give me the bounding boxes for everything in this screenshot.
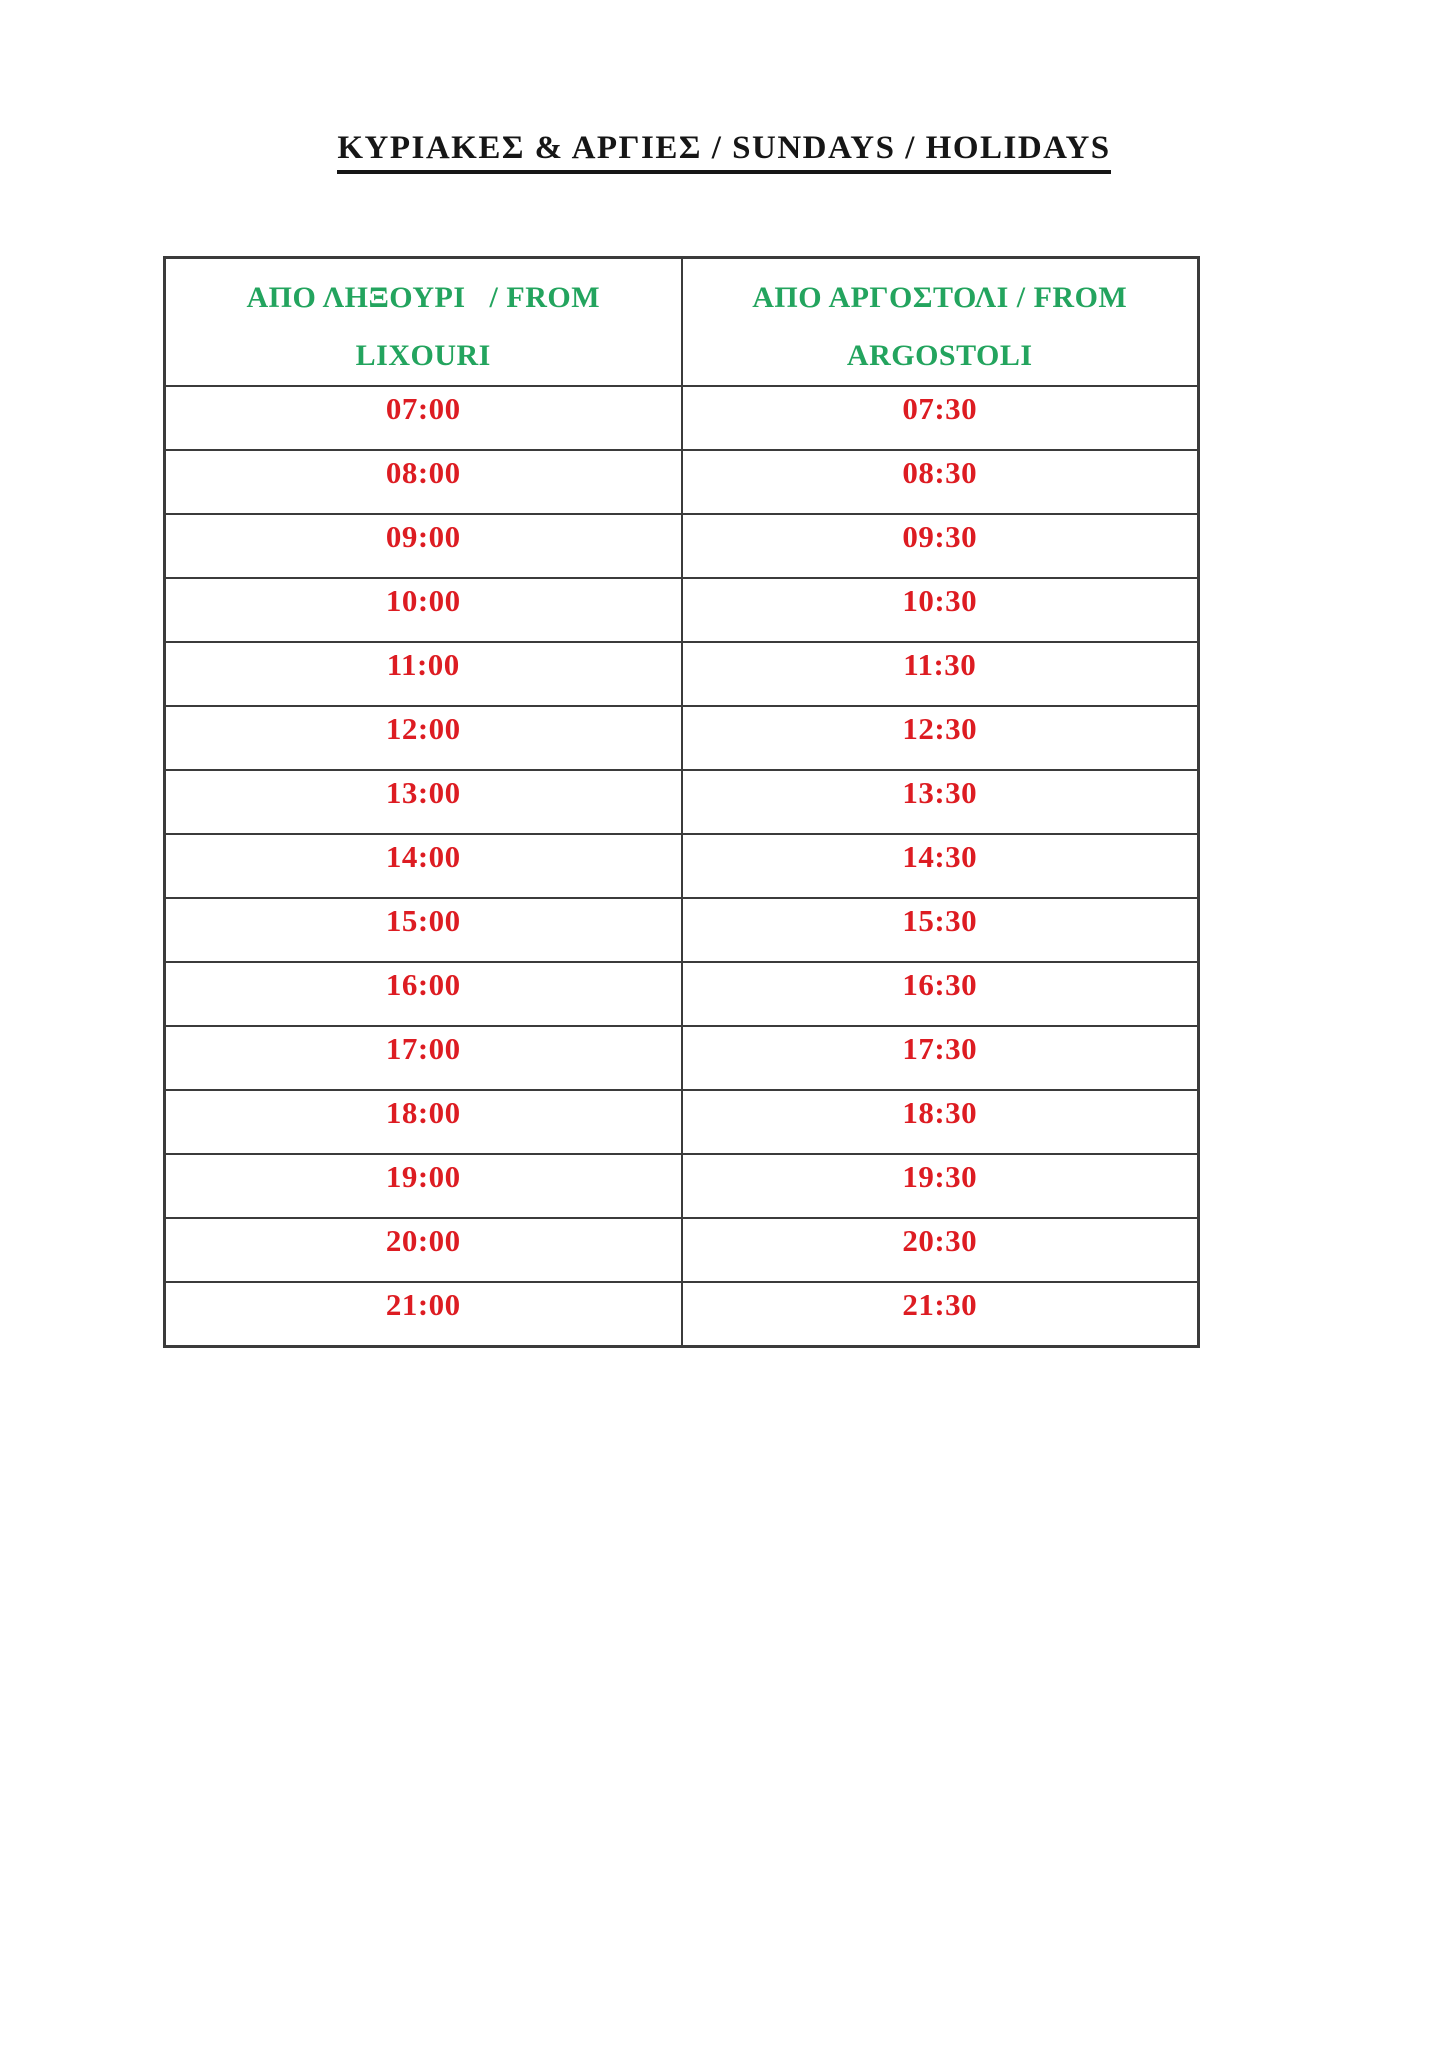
timetable-body	[165, 386, 1199, 1346]
column-header-from-lixouri-greek: ΑΠΟ ΛΗΞΟΥΡΙ / FROM	[246, 281, 601, 314]
departure-time-lixouri: 16:00	[165, 962, 682, 1026]
departure-time-lixouri: 12:00	[165, 706, 682, 770]
table-row	[165, 1154, 1199, 1218]
column-header-from-argostoli	[682, 258, 1199, 387]
header-row	[165, 258, 1199, 387]
column-header-from-argostoli-greek: ΑΠΟ ΑΡΓΟΣΤΟΛΙ / FROM	[752, 281, 1128, 314]
table-row	[165, 514, 1199, 578]
table-row	[165, 1026, 1199, 1090]
departure-time-lixouri: 20:00	[165, 1218, 682, 1282]
ferry-timetable	[163, 256, 1200, 1348]
table-row	[165, 1090, 1199, 1154]
departure-time-lixouri: 13:00	[165, 770, 682, 834]
departure-time-argostoli: 08:30	[682, 450, 1199, 514]
departure-time-argostoli: 16:30	[682, 962, 1199, 1026]
departure-time-argostoli: 07:30	[682, 386, 1199, 450]
table-row	[165, 706, 1199, 770]
departure-time-lixouri: 15:00	[165, 898, 682, 962]
departure-time-lixouri: 18:00	[165, 1090, 682, 1154]
departure-time-lixouri: 08:00	[165, 450, 682, 514]
column-header-from-argostoli-english: ARGOSTOLI	[846, 339, 1033, 372]
table-row	[165, 450, 1199, 514]
table-row	[165, 962, 1199, 1026]
table-row	[165, 770, 1199, 834]
departure-time-argostoli: 12:30	[682, 706, 1199, 770]
timetable-header	[165, 258, 1199, 387]
departure-time-lixouri: 21:00	[165, 1282, 682, 1346]
departure-time-lixouri: 07:00	[165, 386, 682, 450]
departure-time-lixouri: 09:00	[165, 514, 682, 578]
table-row	[165, 578, 1199, 642]
departure-time-argostoli: 21:30	[682, 1282, 1199, 1346]
departure-time-argostoli: 15:30	[682, 898, 1199, 962]
departure-time-argostoli: 10:30	[682, 578, 1199, 642]
departure-time-lixouri: 10:00	[165, 578, 682, 642]
departure-time-argostoli: 20:30	[682, 1218, 1199, 1282]
table-row	[165, 898, 1199, 962]
table-row	[165, 1218, 1199, 1282]
departure-time-lixouri: 14:00	[165, 834, 682, 898]
departure-time-argostoli: 09:30	[682, 514, 1199, 578]
departure-time-lixouri: 17:00	[165, 1026, 682, 1090]
table-row	[165, 642, 1199, 706]
departure-time-argostoli: 13:30	[682, 770, 1199, 834]
departure-time-argostoli: 18:30	[682, 1090, 1199, 1154]
departure-time-lixouri: 19:00	[165, 1154, 682, 1218]
title-area	[0, 0, 1448, 174]
column-header-from-lixouri	[165, 258, 682, 387]
departure-time-argostoli: 17:30	[682, 1026, 1199, 1090]
table-row	[165, 1282, 1199, 1346]
table-row	[165, 834, 1199, 898]
departure-time-argostoli: 11:30	[682, 642, 1199, 706]
departure-time-argostoli: 19:30	[682, 1154, 1199, 1218]
table-row	[165, 386, 1199, 450]
page-title: ΚΥΡΙΑΚΕΣ & ΑΡΓΙΕΣ / SUNDAYS / HOLIDAYS	[337, 130, 1110, 174]
departure-time-lixouri: 11:00	[165, 642, 682, 706]
departure-time-argostoli: 14:30	[682, 834, 1199, 898]
column-header-from-lixouri-english: LIXOURI	[355, 339, 491, 372]
